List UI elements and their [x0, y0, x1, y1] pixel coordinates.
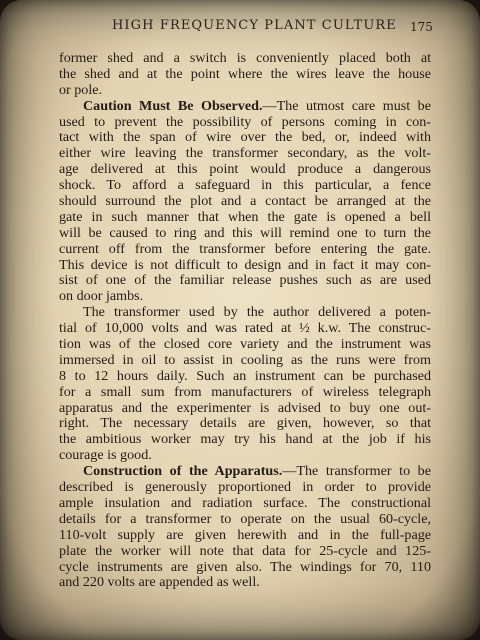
- text-line: 110-volt supply are given herewith and in the full-page: [59, 527, 431, 543]
- paragraph-construction: [59, 464, 431, 591]
- text-line: cycle instruments are given also. The windings for 70, 110: [59, 559, 431, 575]
- text-line: ample insulation and radiation surface. The constructional: [59, 495, 431, 511]
- text-line: for a small sum from manufacturers of wireless telegraph: [59, 384, 431, 400]
- text-line: [59, 99, 431, 115]
- page-header: [0, 18, 480, 36]
- text-line: This device is not difficult to design and in fact it may con-: [59, 257, 431, 273]
- text-run: —The transformer to be: [282, 464, 431, 480]
- text-run: —The utmost care must be: [262, 98, 431, 114]
- text-line: the ambitious worker may try his hand at the job if his: [59, 432, 431, 448]
- text-line: 8 to 12 hours daily. Such an instrument can be purchased: [59, 368, 431, 384]
- text-line: courage is good.: [59, 448, 152, 464]
- text-line: tact with the span of wire over the bed, or, indeed with: [59, 130, 431, 146]
- text-line: either wire leaving the transformer secondary, as the volt-: [59, 146, 431, 162]
- text-line: right. The necessary details are given, however, so that: [59, 416, 431, 432]
- text-line: sist of one of the familiar release pushes such as are used: [59, 273, 431, 289]
- text-line: tial of 10,000 volts and was rated at ½ k.w. The construc-: [59, 321, 431, 337]
- section-heading-construction: Construction of the Apparatus.: [83, 464, 283, 480]
- text-line: should surround the plot and a contact be arranged at the: [59, 194, 431, 210]
- text-line: or pole.: [59, 82, 103, 98]
- text-line: will be caused to ring and this will remind one to turn the: [59, 225, 431, 241]
- page-number: 175: [410, 20, 433, 34]
- text-line: the shed and at the point where the wires leave the house: [59, 66, 431, 82]
- text-line: former shed and a switch is conveniently placed both at: [59, 51, 431, 66]
- text-line: gate in such manner that when the gate is opened a bell: [59, 209, 431, 225]
- text-line: current off from the transformer before entering the gate.: [59, 241, 431, 257]
- text-line: immersed in oil to assist in cooling as the runs were from: [59, 352, 431, 368]
- paragraph-transformer: [59, 305, 431, 464]
- paragraph-caution: [59, 99, 431, 306]
- text-line: tion was of the closed core variety and the instrument was: [59, 337, 431, 353]
- text-line: described is generously proportioned in order to provide: [59, 480, 431, 496]
- section-heading-caution: Caution Must Be Observed.: [83, 98, 263, 114]
- text-line: shock. To afford a safeguard in this particular, a fence: [59, 178, 431, 194]
- text-line: used to prevent the possibility of persons coming in con-: [59, 114, 431, 130]
- paragraph-continuation: [59, 51, 431, 99]
- text-line: [59, 464, 431, 480]
- text-line: The transformer used by the author delivered a poten-: [83, 305, 431, 321]
- text-line: age delivered at this point would produce a dangerous: [59, 162, 431, 178]
- text-line: apparatus and the experimenter is advised to buy one out-: [59, 400, 431, 416]
- text-line: plate the worker will note that data for 25-cycle and 125-: [59, 543, 431, 559]
- running-title: HIGH FREQUENCY PLANT CULTURE: [112, 18, 397, 33]
- text-line: details for a transformer to operate on the usual 60-cycle,: [59, 511, 431, 527]
- text-line: and 220 volts are appended as well.: [59, 575, 260, 591]
- text-line: on door jambs.: [59, 289, 144, 305]
- page-body: [59, 51, 431, 591]
